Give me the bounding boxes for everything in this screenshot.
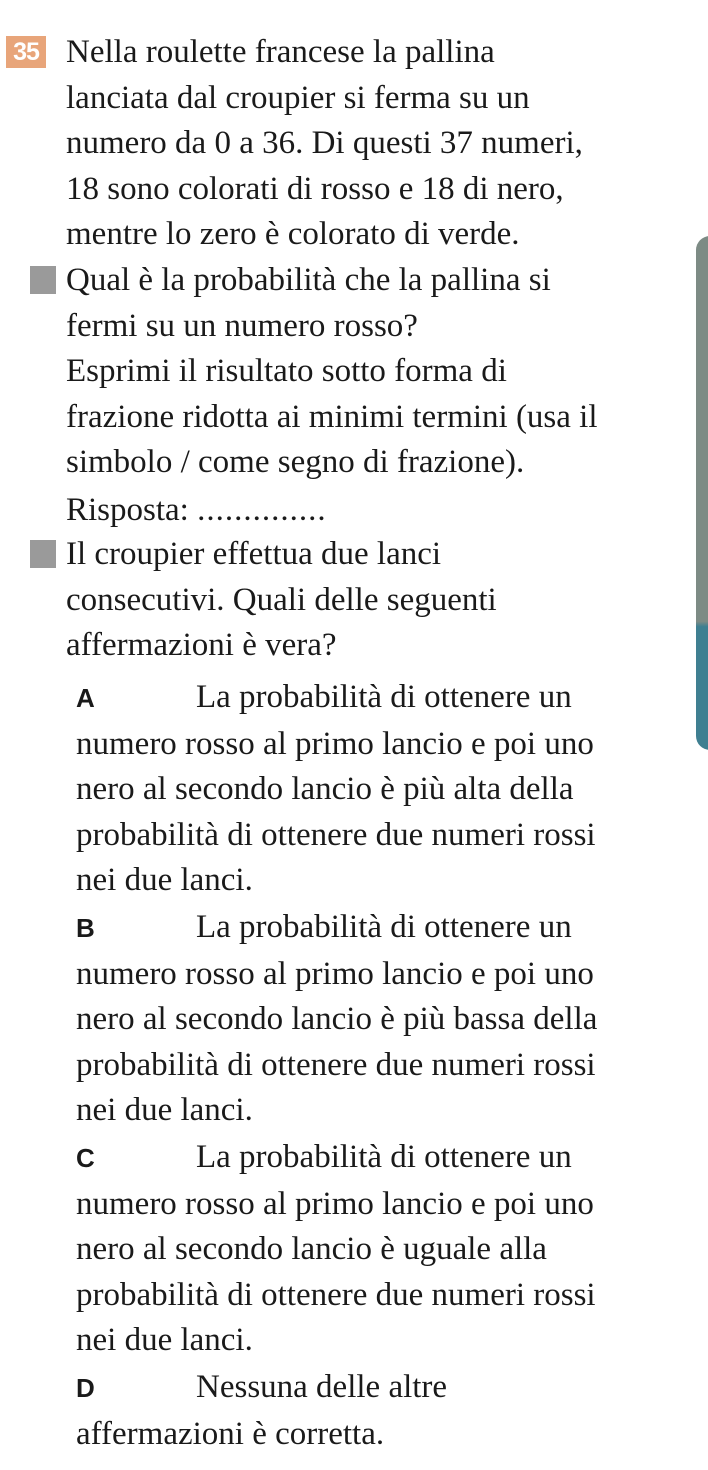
question-marker-icon: [30, 266, 56, 294]
option-d[interactable]: [76, 1365, 686, 1457]
option-text: numero rosso al primo lancio e poi uno: [76, 1185, 594, 1222]
option-text: probabilità di ottenere due numeri rossi: [76, 1276, 596, 1313]
option-text: probabilità di ottenere due numeri rossi: [76, 816, 596, 853]
option-text: La probabilità di ottenere un: [196, 909, 572, 945]
question-1-line: Esprimi il risultato sotto forma di: [66, 353, 507, 390]
option-letter: C: [76, 1143, 95, 1173]
question-2-line: consecutivi. Quali delle seguenti: [66, 581, 497, 618]
option-text: numero rosso al primo lancio e poi uno: [76, 955, 594, 992]
answer-blank[interactable]: ..............: [197, 492, 327, 528]
option-text: nei due lanci.: [76, 1322, 253, 1359]
option-c[interactable]: [76, 1135, 686, 1364]
option-text: nei due lanci.: [76, 862, 253, 899]
intro-line: Nella roulette francese la pallina: [66, 34, 495, 70]
option-text: affermazioni è corretta.: [76, 1415, 385, 1452]
option-text: nero al secondo lancio è uguale alla: [76, 1231, 547, 1268]
option-letter: A: [76, 683, 95, 713]
option-a[interactable]: [76, 675, 686, 904]
question-1-line: fermi su un numero rosso?: [66, 307, 418, 344]
question-2-line: Il croupier effettua due lanci: [66, 536, 442, 572]
option-letter: B: [76, 913, 95, 943]
intro-line: numero da 0 a 36. Di questi 37 numeri,: [66, 125, 583, 162]
intro-line: 18 sono colorati di rosso e 18 di nero,: [66, 170, 564, 207]
question-2-line: affermazioni è vera?: [66, 627, 337, 664]
side-tab-handle[interactable]: [696, 236, 708, 750]
option-text: Nessuna delle altre: [196, 1369, 448, 1405]
intro-line: mentre lo zero è colorato di verde.: [66, 216, 520, 253]
answer-line: [66, 488, 686, 534]
option-text: nei due lanci.: [76, 1092, 253, 1129]
question-1-line: Qual è la probabilità che la pallina si: [66, 262, 551, 298]
question-2: [66, 532, 686, 669]
problem-number-badge: 35: [6, 36, 46, 68]
intro-line: lanciata dal croupier si ferma su un: [66, 79, 530, 116]
question-1-line: simbolo / come segno di frazione).: [66, 444, 525, 481]
option-text: probabilità di ottenere due numeri rossi: [76, 1046, 596, 1083]
answer-label: Risposta:: [66, 492, 189, 528]
option-text: nero al secondo lancio è più alta della: [76, 771, 574, 808]
question-marker-icon: [30, 540, 56, 568]
option-b[interactable]: [76, 905, 686, 1134]
option-text: nero al secondo lancio è più bassa della: [76, 1001, 598, 1038]
option-text: La probabilità di ottenere un: [196, 679, 572, 715]
option-letter: D: [76, 1373, 95, 1403]
question-1: [66, 258, 686, 486]
option-text: numero rosso al primo lancio e poi uno: [76, 725, 594, 762]
option-text: La probabilità di ottenere un: [196, 1139, 572, 1175]
question-1-line: frazione ridotta ai minimi termini (usa il: [66, 398, 598, 435]
problem-intro: [66, 30, 686, 258]
